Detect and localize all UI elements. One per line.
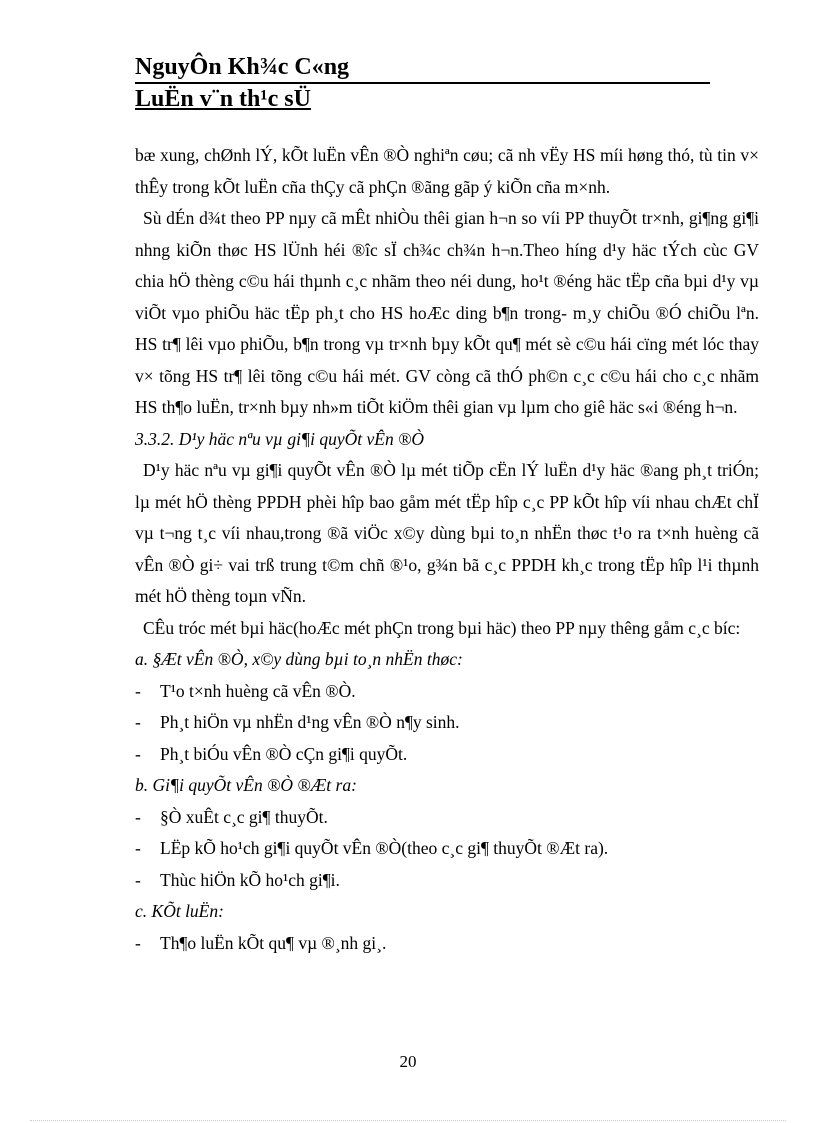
bullet-marker: - <box>135 743 141 764</box>
section-heading: 3.3.2. D¹y häc nªu vµ gi¶i quyÕt vÊn ®Ò <box>135 428 425 449</box>
list-item-text: Ph¸t biÓu vÊn ®Ò cÇn gi¶i quyÕt. <box>160 743 408 764</box>
header-author: NguyÔn Kh¾c C«ng <box>135 52 715 84</box>
paragraph: CÊu tróc mét bµi häc(hoÆc mét phÇn trong bµi häc) theo PP nµy thêng gåm c¸c bíc: <box>143 617 741 638</box>
bullet-marker: - <box>135 806 141 827</box>
step-heading-b: b. Gi¶i quyÕt vÊn ®Ò ®Æt ra: <box>135 775 357 795</box>
list-item <box>135 865 759 897</box>
page-number: 20 <box>399 1052 417 1071</box>
step-heading-c: c. KÕt luËn: <box>135 901 224 921</box>
list-item <box>135 739 759 771</box>
bullet-marker: - <box>135 838 141 858</box>
paragraph: bæ xung, chØnh lÝ, kÕt luËn vÊn ®Ò nghiªn cøu; cã nh vËy HS míi høng thó, tù tin v× thÊy trong kÕt luËn cña thÇy cã phÇn ®ãng gãp ý kiÕn cña m×nh. <box>135 145 759 197</box>
list-item-text: Thùc hiÖn kÕ ho¹ch gi¶i. <box>160 869 340 890</box>
list-item-text: Ph¸t hiÖn vµ nhËn d¹ng vÊn ®Ò n¶y sinh. <box>160 712 460 732</box>
list-item-text: §Ò xuÊt c¸c gi¶ thuyÕt. <box>160 806 328 827</box>
bullet-marker: - <box>135 712 141 732</box>
paragraph: D¹y häc nªu vµ gi¶i quyÕt vÊn ®Ò lµ mét tiÕp cËn lÝ luËn d¹y häc ®ang ph¸t triÓn; lµ mét hÖ thèng PPDH phèi hîp bao gåm mét tËp hîp c¸c PP kÕt hîp víi nhau chÆt chÏ vµ t¬ng t¸c víi nhau,trong ®ã viÖc x©y dùng bµi to¸n nhËn thøc t¹o ra t×nh huèng cã vÊn ®Ò gi÷ vai trß trung t©m chñ ®¹o, g¾n bã c¸c PPDH kh¸c trong tËp hîp l¹i thµnh mét hÖ thèng toµn vÑn. <box>135 460 759 606</box>
bullet-marker: - <box>135 869 141 890</box>
bullet-marker: - <box>135 680 141 701</box>
step-heading-a: a. §Æt vÊn ®Ò, x©y dùng bµi to¸n nhËn thøc: <box>135 649 463 669</box>
list-item-text: Th¶o luËn kÕt qu¶ vµ ®¸nh gi¸. <box>160 932 387 953</box>
bullet-marker: - <box>135 932 141 953</box>
list-item-text: T¹o t×nh huèng cã vÊn ®Ò. <box>160 680 356 701</box>
page-header <box>135 52 715 114</box>
list-item-text: LËp kÕ ho¹ch gi¶i quyÕt vÊn ®Ò(theo c¸c gi¶ thuyÕt ®Æt ra). <box>160 838 609 858</box>
list-item <box>135 928 759 960</box>
header-subtitle: LuËn v¨n th¹c sÜ <box>135 86 311 112</box>
list-item <box>135 802 759 834</box>
list-item <box>135 676 759 708</box>
list-item <box>135 833 759 865</box>
footer-divider <box>30 1120 786 1121</box>
paragraph: Sù dÉn d¾t theo PP nµy cã mÊt nhiÒu thêi gian h¬n so víi PP thuyÕt tr×nh, gi¶ng gi¶i nhng kiÕn thøc HS lÜnh héi ®îc sÏ ch¾c ch¾n h¬n.Theo híng d¹y häc tÝch cùc GV chia hÖ thèng c©u hái thµnh c¸c nhãm theo néi dung, ho¹t ®éng häc tËp cña bµi d¹y vµ viÕt vµo phiÕu häc tËp ph¸t cho HS hoÆc ding b¶n trong- m¸y chiÕu ®Ó chiÕu lªn. HS tr¶ lêi vµo phiÕu, b¶n trong vµ tr×nh bµy kÕt qu¶ mét sè c©u hái cïng mét lóc thay v× tõng HS tr¶ lêi tõng c©u hái mét. GV còng cã thÓ ph©n c¸c c©u hái cho c¸c nhãm HS th¶o luËn, tr×nh bµy nh»m tiÕt kiÖm thêi gian vµ lµm cho giê häc s«i ®éng h¬n. <box>135 208 759 417</box>
document-body <box>135 140 759 959</box>
list-item <box>135 707 759 739</box>
